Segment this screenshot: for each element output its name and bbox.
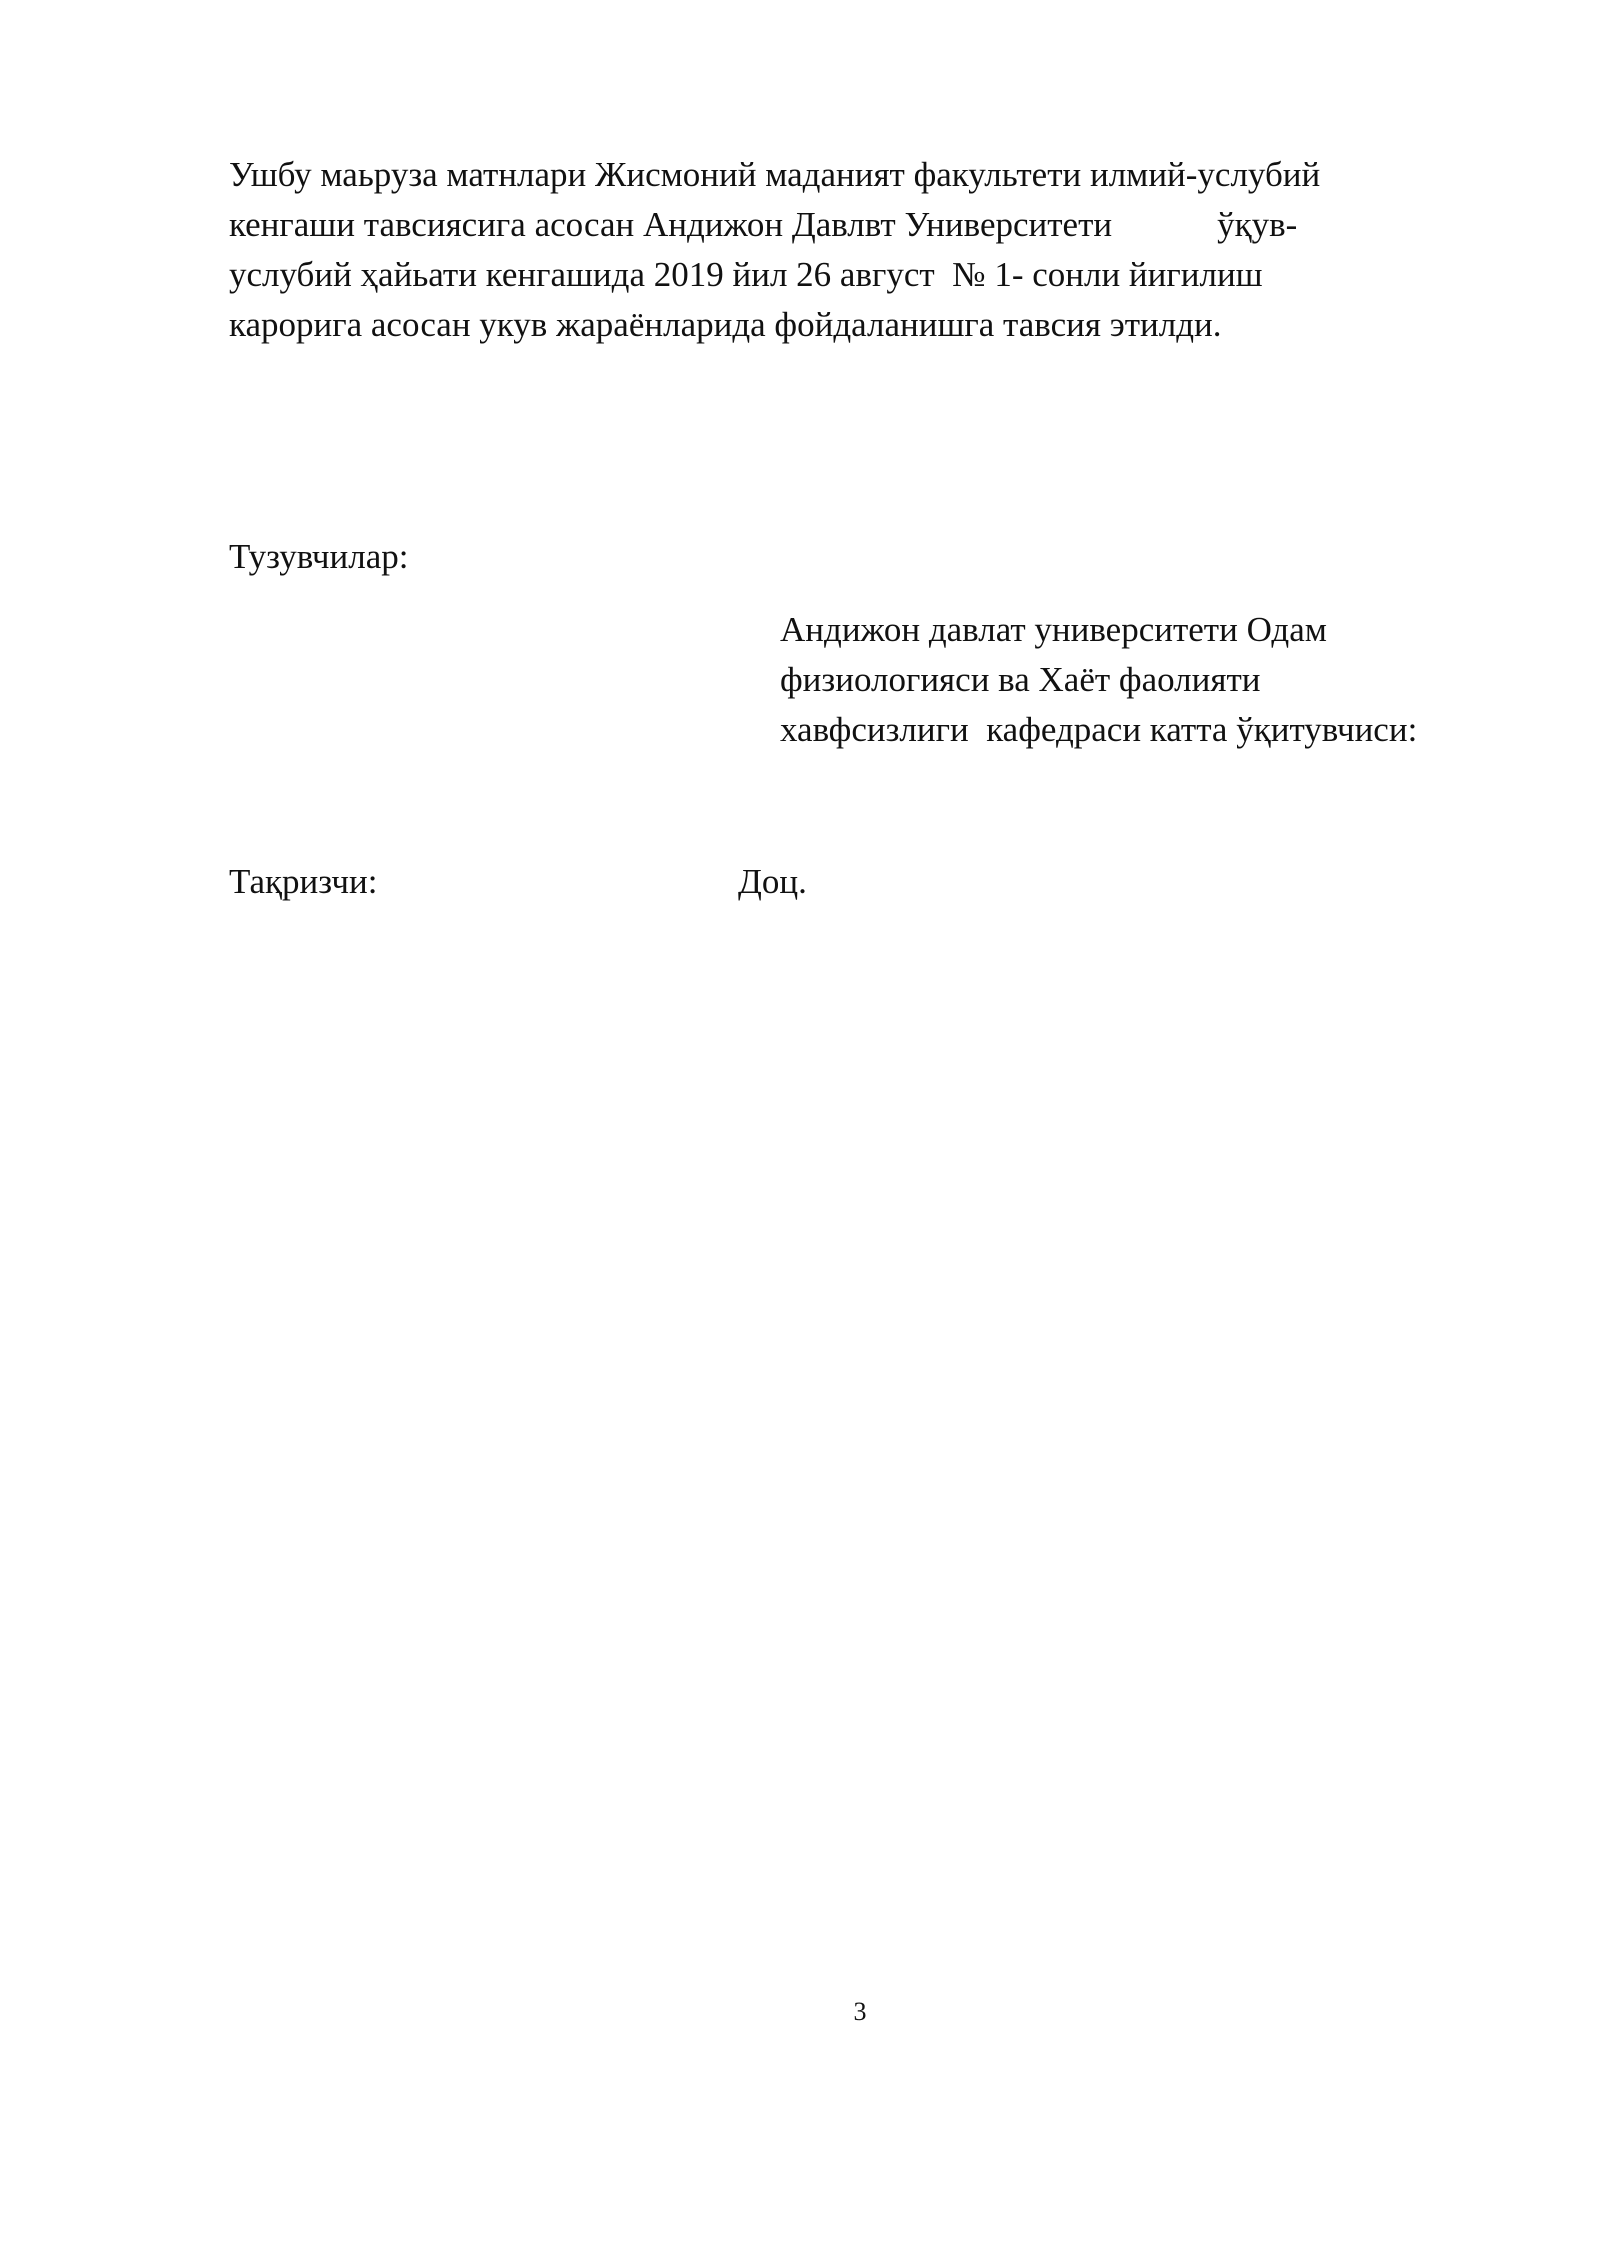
- intro-line: Ушбу маьруза матнлари Жисмоний маданият факультети илмий-услубий: [229, 155, 1321, 194]
- affiliation-line: физиологияси ва Хаёт фаолияти: [780, 660, 1261, 699]
- intro-line: услубий ҳайьати кенгашида 2019 йил 26 август № 1- сонли йигилиш: [229, 255, 1263, 294]
- intro-paragraph: [229, 150, 1429, 350]
- intro-line: кенгаши тавсиясига асосан Андижон Давлвт Университети ўқув-: [229, 205, 1298, 244]
- affiliation-line: хавфсизлиги кафедраси катта ўқитувчиси:: [780, 710, 1418, 749]
- reviewer-label: Тақризчи:: [229, 862, 378, 901]
- reviewer-title: Доц.: [738, 862, 807, 901]
- page-number: 3: [853, 1997, 867, 2026]
- compiler-affiliation: [780, 605, 1417, 755]
- affiliation-line: Андижон давлат университети Одам: [780, 610, 1327, 649]
- compilers-label: Тузувчилар:: [229, 537, 409, 576]
- intro-line: карорига асосан укув жараёнларида фойдаланишга тавсия этилди.: [229, 305, 1222, 344]
